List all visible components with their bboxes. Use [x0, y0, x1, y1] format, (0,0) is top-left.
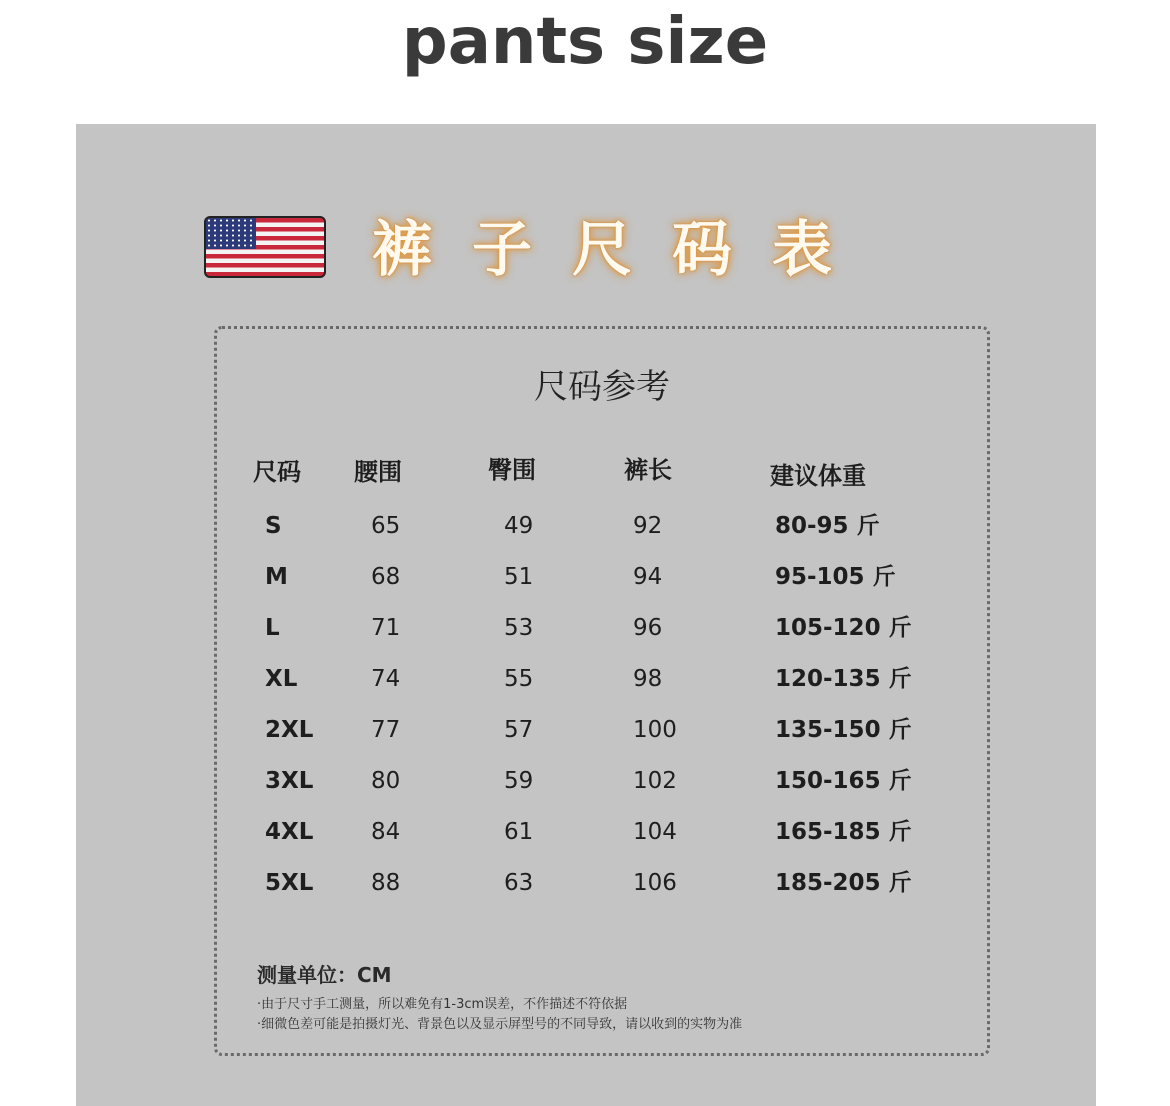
cell-waist: 71 — [371, 615, 401, 641]
cell-size: 2XL — [265, 717, 314, 743]
flag-canton — [206, 218, 256, 249]
cell-length: 104 — [633, 819, 677, 845]
note-line: ·细微色差可能是拍摄灯光、背景色以及显示屏型号的不同导致，请以收到的实物为准 — [257, 1017, 743, 1032]
cell-waist: 84 — [371, 819, 401, 845]
cell-size: L — [265, 615, 280, 641]
cell-weight: 150-165 斤 — [775, 768, 912, 794]
cell-weight: 80-95 斤 — [775, 513, 880, 539]
cell-weight: 185-205 斤 — [775, 870, 912, 896]
cell-size: S — [265, 513, 282, 539]
cell-length: 96 — [633, 615, 663, 641]
note-line: ·由于尺寸手工测量，所以难免有1-3cm误差，不作描述不符依据 — [257, 997, 628, 1012]
cell-waist: 74 — [371, 666, 401, 692]
cell-length: 100 — [633, 717, 677, 743]
cell-hip: 57 — [504, 717, 534, 743]
measurement-unit: 测量单位：CM — [257, 963, 392, 987]
header-size: 尺码 — [253, 458, 301, 486]
cell-length: 94 — [633, 564, 663, 590]
cell-waist: 65 — [371, 513, 401, 539]
cell-weight: 135-150 斤 — [775, 717, 912, 743]
cell-weight: 105-120 斤 — [775, 615, 912, 641]
cell-hip: 53 — [504, 615, 534, 641]
cell-length: 102 — [633, 768, 677, 794]
cell-waist: 80 — [371, 768, 401, 794]
cell-waist: 77 — [371, 717, 401, 743]
cell-hip: 51 — [504, 564, 534, 590]
cell-length: 106 — [633, 870, 677, 896]
cell-hip: 63 — [504, 870, 534, 896]
header-weight: 建议体重 — [770, 462, 866, 490]
cell-hip: 55 — [504, 666, 534, 692]
cell-size: M — [265, 564, 288, 590]
cell-size: 5XL — [265, 870, 314, 896]
header-length: 裤长 — [624, 456, 672, 484]
cell-waist: 68 — [371, 564, 401, 590]
cell-size: 3XL — [265, 768, 314, 794]
cell-weight: 120-135 斤 — [775, 666, 912, 692]
cell-length: 92 — [633, 513, 663, 539]
size-reference-title: 尺码参考 — [534, 367, 670, 407]
cell-weight: 95-105 斤 — [775, 564, 896, 590]
cell-hip: 61 — [504, 819, 534, 845]
cell-size: XL — [265, 666, 298, 692]
header-hip: 臀围 — [488, 456, 536, 484]
cell-size: 4XL — [265, 819, 314, 845]
header-waist: 腰围 — [354, 458, 402, 486]
cell-hip: 49 — [504, 513, 534, 539]
cell-length: 98 — [633, 666, 663, 692]
banner-title: 裤子尺码表 — [372, 215, 872, 285]
size-table-box — [214, 326, 990, 1056]
cell-weight: 165-185 斤 — [775, 819, 912, 845]
page-title: pants size — [401, 5, 769, 79]
size-chart-panel — [76, 124, 1096, 1106]
cell-waist: 88 — [371, 870, 401, 896]
us-flag-icon — [204, 216, 326, 278]
cell-hip: 59 — [504, 768, 534, 794]
